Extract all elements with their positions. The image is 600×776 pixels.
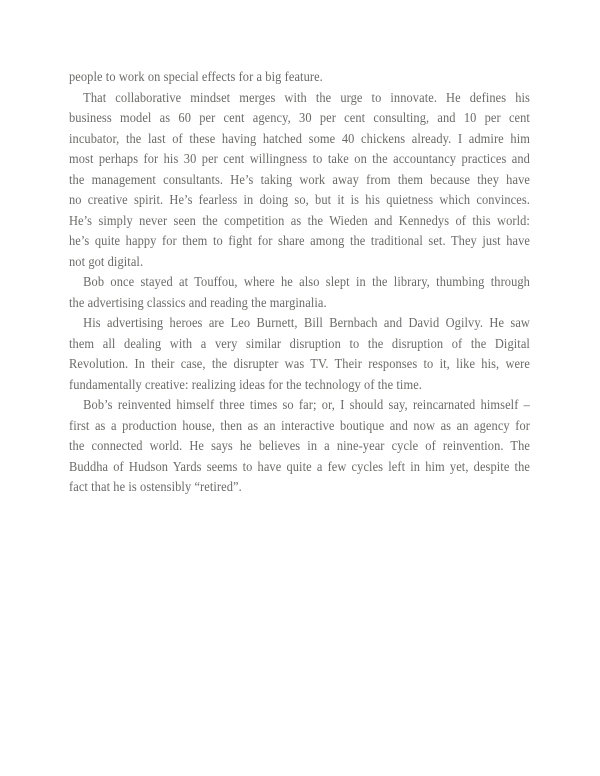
text-line: most perhaps for his 30 per cent willingness to take on the accountancy practices and [69,152,530,167]
page-text-block [69,68,530,499]
text-line: not got digital. [69,254,144,270]
text-line: His advertising heroes are Leo Burnett, Bill Bernbach and David Ogilvy. He saw [83,316,530,331]
text-line: Bob once stayed at Touffou, where he also slept in the library, thumbing through [83,275,530,290]
text-line: he’s quite happy for them to fight for share among the traditional set. They just have [69,234,530,249]
text-line: business model as 60 per cent agency, 30 per cent consulting, and 10 per cent [69,111,530,126]
text-line: That collaborative mindset merges with the urge to innovate. He defines his [83,90,530,106]
text-line: them all dealing with a very similar disruption to the disruption of the Digital [69,336,530,352]
text-line: fact that he is ostensibly “retired”. [69,480,242,495]
text-line: Revolution. In their case, the disrupter was TV. Their responses to it, like his, were [69,357,530,372]
text-line: the advertising classics and reading the marginalia. [69,295,327,311]
text-line: first as a production house, then as an interactive boutique and now as an agency for [69,418,530,434]
text-line: the connected world. He says he believes in a nine-year cycle of reinvention. The [69,439,530,454]
text-line: fundamentally creative: realizing ideas for the technology of the time. [69,377,422,393]
text-line: incubator, the last of these having hatched some 40 chickens already. I admire him [69,131,530,147]
text-line: people to work on special effects for a big feature. [69,70,323,85]
text-line: the management consultants. He’s taking work away from them because they have [69,172,530,188]
text-line: no creative spirit. He’s fearless in doing so, but it is his quietness which convinces. [69,193,530,208]
text-line: Bob’s reinvented himself three times so far; or, I should say, reincarnated himself – [83,398,530,413]
text-line: He’s simply never seen the competition as the Wieden and Kennedys of this world: [69,213,530,229]
text-line: Buddha of Hudson Yards seems to have quite a few cycles left in him yet, despite the [69,459,530,475]
